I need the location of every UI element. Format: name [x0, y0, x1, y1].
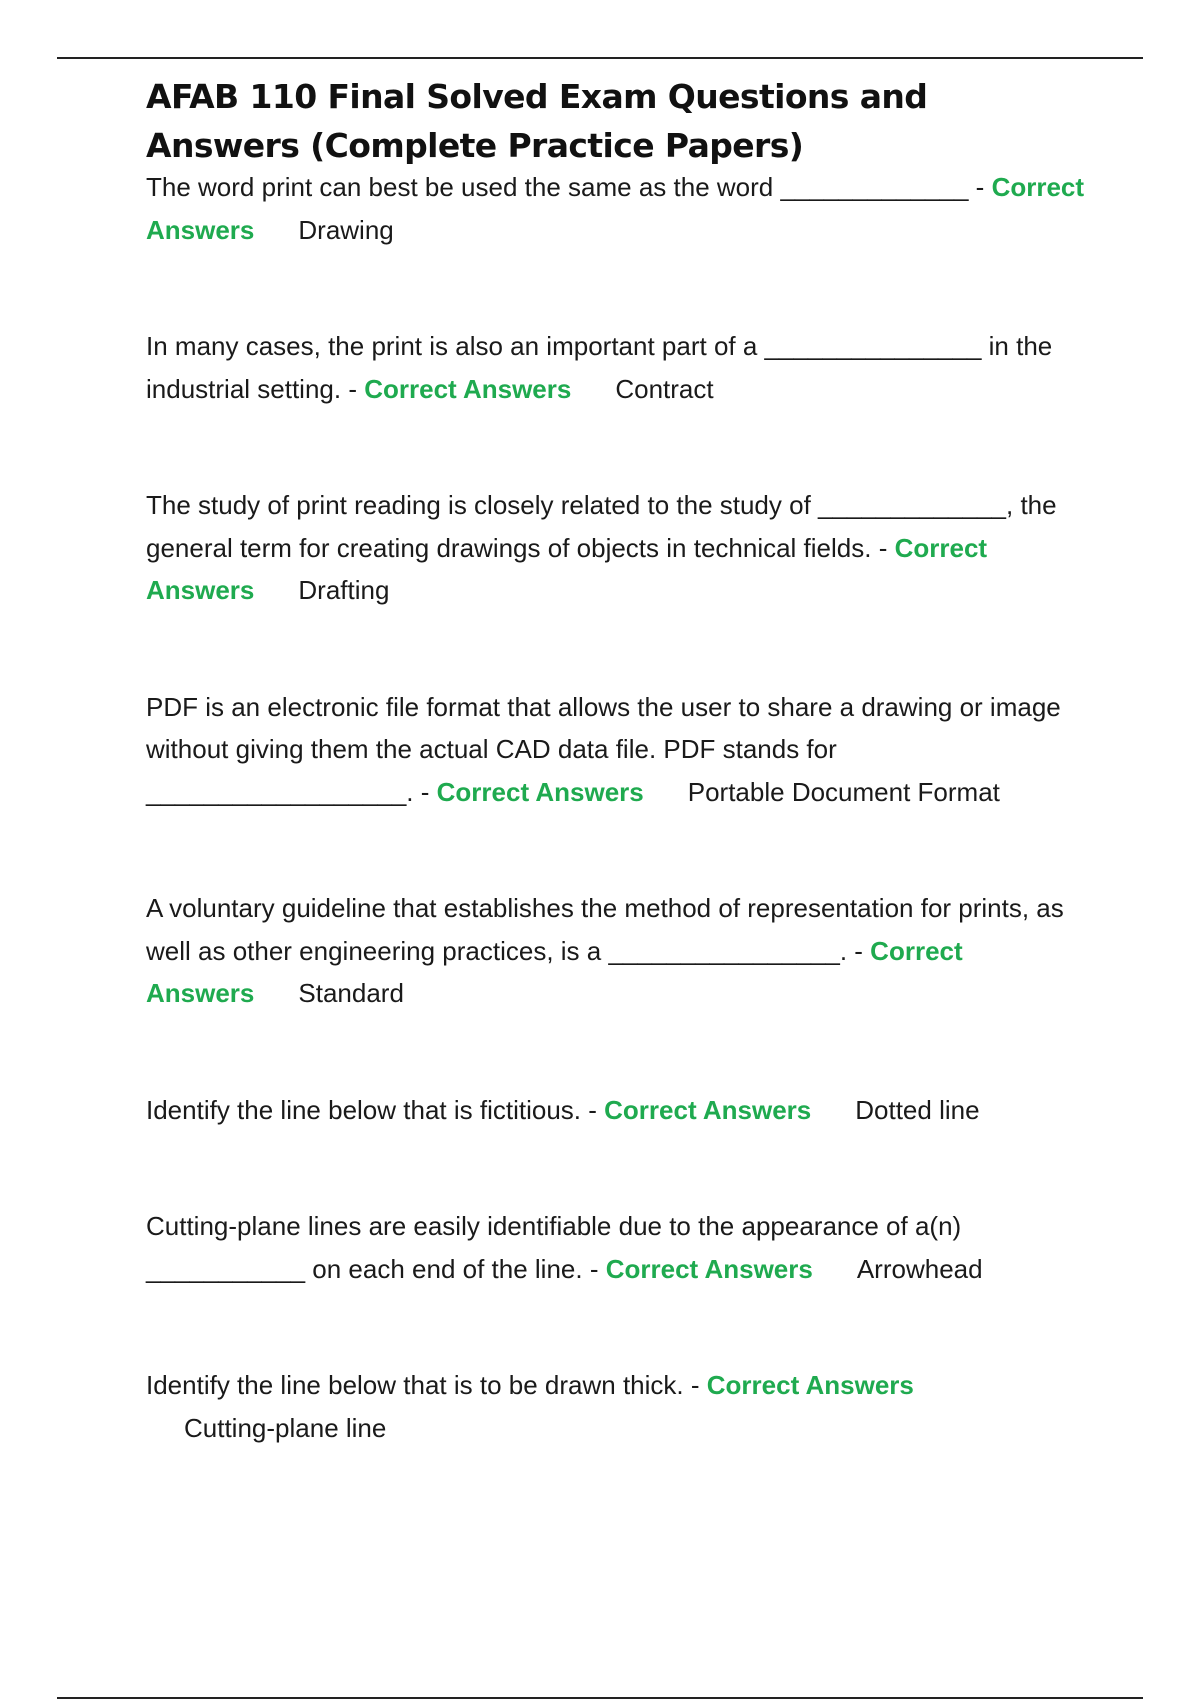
question-text: Cutting-plane lines are easily identifiable due to the appearance of a(n) ___________ on each end of the line. — [146, 1211, 962, 1284]
question-text: A voluntary guideline that establishes the method of representation for prints, as well as other engineering practices, is a ________________. — [146, 893, 1064, 966]
separator: - — [341, 373, 365, 404]
correct-answers-label: Correct Answers — [436, 776, 644, 807]
correct-answers-label: Correct Answers — [146, 935, 963, 1008]
qa-item — [146, 686, 1086, 814]
qa-item — [146, 1205, 1086, 1290]
separator: - — [413, 776, 437, 807]
answer-text: Drafting — [298, 575, 390, 605]
separator: - — [968, 172, 992, 202]
answer-text: Drawing — [298, 214, 394, 245]
document-title: AFAB 110 Final Solved Exam Questions and Answers (Complete Practice Papers) — [146, 77, 928, 165]
separator: - — [871, 532, 895, 563]
qa-item — [146, 484, 1086, 612]
document-body — [146, 72, 1086, 1449]
separator: - — [683, 1370, 707, 1400]
question-text: The study of print reading is closely related to the study of _____________, the general term for creating drawings of objects in technical fields. — [146, 490, 1057, 563]
answer-text: Standard — [298, 978, 404, 1008]
top-rule — [57, 57, 1143, 59]
qa-item — [146, 1089, 1086, 1132]
qa-item — [146, 325, 1086, 410]
answer-text: Cutting-plane line — [184, 1412, 387, 1443]
correct-answers-label: Correct Answers — [604, 1094, 812, 1125]
correct-answers-label: Correct Answers — [146, 172, 1085, 245]
question-text: PDF is an electronic file format that allows the user to share a drawing or image without giving them the actual CAD data file. PDF stands for __________________. — [146, 691, 1061, 807]
separator: - — [582, 1253, 606, 1284]
qa-item — [146, 166, 1086, 251]
question-text: Identify the line below that is to be drawn thick. — [146, 1370, 684, 1400]
correct-answers-label: Correct Answers — [364, 373, 572, 404]
correct-answers-label: Correct Answers — [706, 1370, 914, 1400]
answer-text: Contract — [615, 373, 714, 404]
answer-text: Arrowhead — [856, 1253, 983, 1284]
bottom-rule — [57, 1697, 1143, 1699]
correct-answers-label: Correct Answers — [146, 532, 988, 605]
question-text: Identify the line below that is fictitious. — [146, 1094, 582, 1125]
question-text: The word print can best be used the same as the word _____________ — [146, 172, 969, 202]
separator: - — [581, 1094, 605, 1125]
answer-text: Portable Document Format — [687, 776, 1000, 807]
qa-item — [146, 1364, 1086, 1449]
separator: - — [847, 935, 871, 966]
qa-item — [146, 887, 1086, 1015]
answer-text: Dotted line — [855, 1094, 980, 1125]
question-text: In many cases, the print is also an important part of a _______________ in the industrial setting. — [146, 331, 1053, 404]
correct-answers-label: Correct Answers — [605, 1253, 813, 1284]
